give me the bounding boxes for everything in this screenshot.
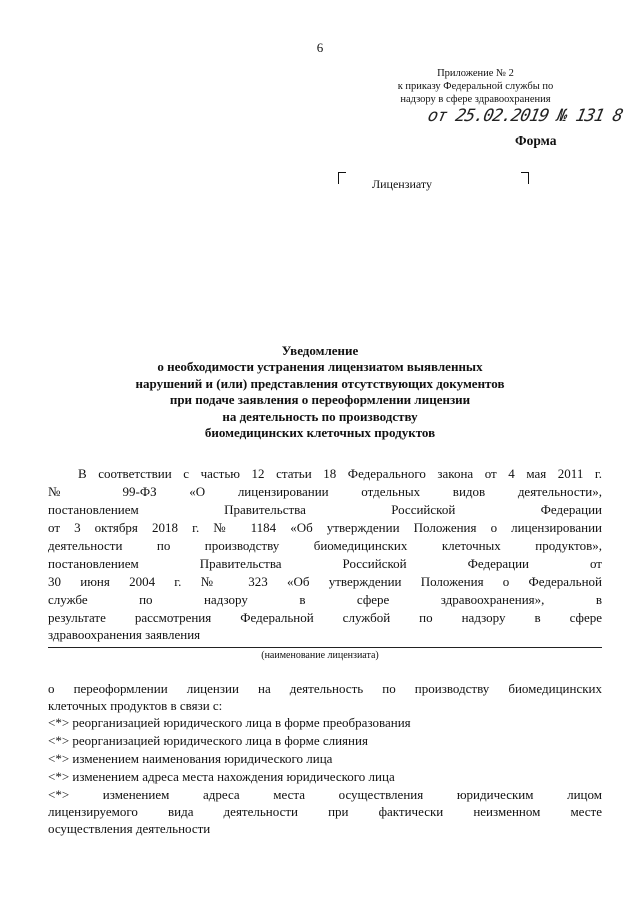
title-line: о необходимости устранения лицензиатом выявленных [157, 359, 483, 375]
paragraph-line: № 99-ФЗ «О лицензировании отдельных видов деятельности», [48, 484, 602, 499]
appendix-order-line: к приказу Федеральной службы по [397, 81, 554, 92]
notice-title [0, 343, 640, 441]
title-line: нарушений и (или) представления отсутствующих документов [135, 375, 505, 391]
form-label: Форма [515, 133, 557, 148]
licensee-name-line [48, 647, 602, 648]
paragraph-line: от 3 октября 2018 г. № 1184 «Об утверждении Положения о лицензировании [48, 520, 602, 535]
appendix-agency-line: надзору в сфере здравоохранения [400, 94, 551, 105]
title-line: Уведомление [281, 343, 359, 358]
handwritten-date-number: от 25.02.2019 № 131 8 [425, 106, 625, 126]
reason-item: <*> изменением адреса места осуществления юридическим лицом [48, 787, 602, 802]
reason-item: <*> реорганизацией юридического лица в форме слияния [48, 733, 368, 748]
appendix-title: Приложение № 2 [437, 68, 514, 79]
reason-item: <*> изменением наименования юридического лица [48, 751, 333, 766]
paragraph-line: постановлением Правительства Российской Федерации [48, 502, 602, 517]
reason-item-continuation: лицензируемого вида деятельности при фактически неизменном месте [48, 804, 602, 819]
title-line: при подаче заявления о переоформлении лицензии [169, 392, 471, 408]
licensee-name-caption: (наименование лицензиата) [261, 650, 379, 661]
appendix-header [388, 67, 563, 106]
paragraph-line: В соответствии с частью 12 статьи 18 Федерального закона от 4 мая 2011 г. [78, 466, 602, 481]
bracket-right-icon [521, 172, 529, 184]
paragraph-line: службе по надзору в сфере здравоохранения», в [48, 592, 602, 607]
title-line: на деятельность по производству [222, 408, 418, 424]
page-number: 6 [316, 40, 324, 55]
paragraph-line: постановлением Правительства Российской Федерации от [48, 556, 602, 571]
paragraph-line: 30 июня 2004 г. № 323 «Об утверждении Положения о Федеральной [48, 574, 602, 589]
paragraph-line: здравоохранения заявления [48, 627, 201, 642]
title-line: биомедицинских клеточных продуктов [204, 425, 436, 441]
paragraph-line: результате рассмотрения Федеральной службой по надзору в сфере [48, 610, 602, 625]
bracket-left-icon [338, 172, 346, 184]
reason-item: <*> изменением адреса места нахождения юридического лица [48, 769, 395, 784]
paragraph-line: клеточных продуктов в связи с: [48, 698, 223, 713]
addressee: Лицензиату [372, 177, 432, 191]
reason-item-continuation: осуществления деятельности [48, 821, 211, 836]
reason-item: <*> реорганизацией юридического лица в форме преобразования [48, 715, 411, 730]
paragraph-line: о переоформлении лицензии на деятельность по производству биомедицинских [48, 681, 602, 696]
paragraph-line: деятельности по производству биомедицинских клеточных продуктов», [48, 538, 602, 553]
